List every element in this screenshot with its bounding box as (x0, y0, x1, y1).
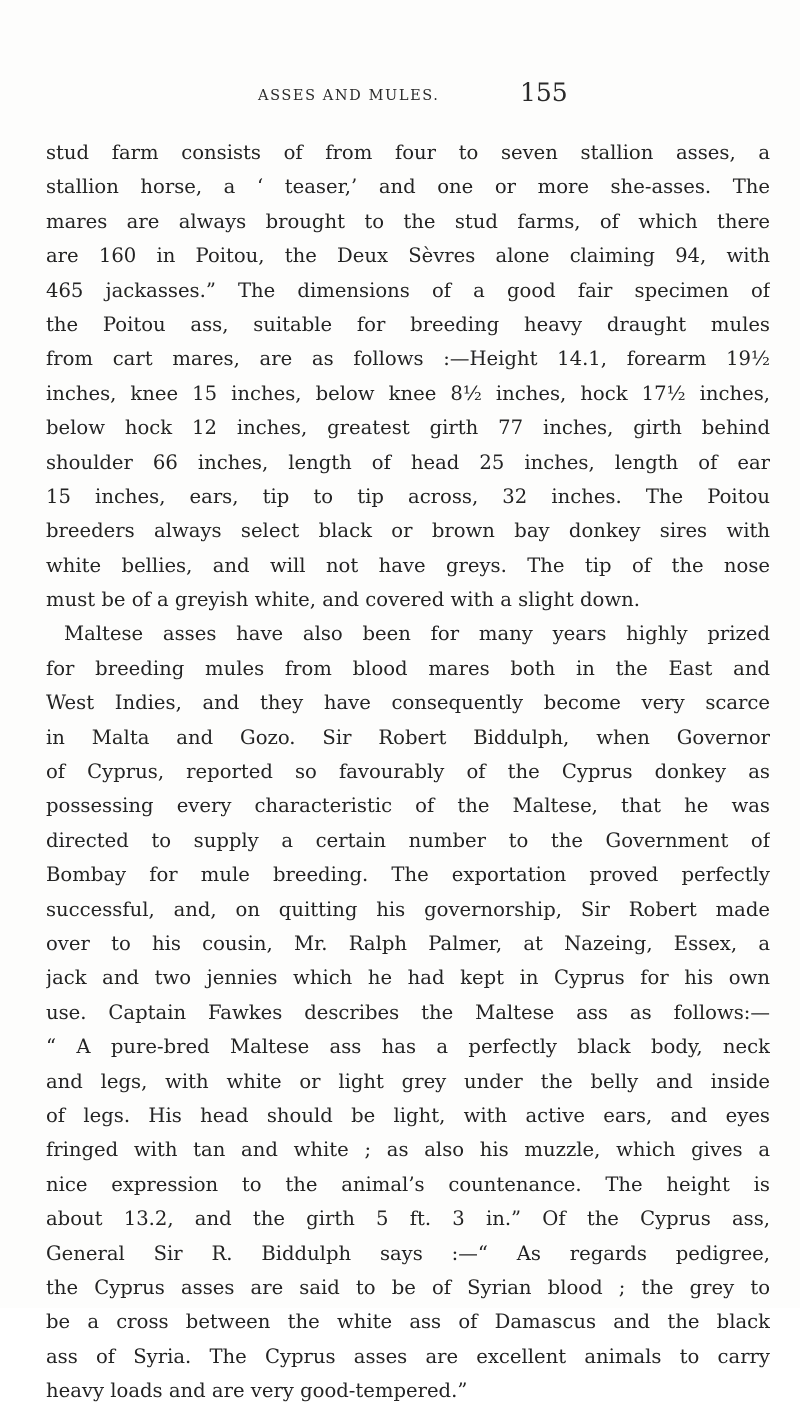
text-line: for breeding mules from blood mares both in the East and (46, 656, 770, 680)
text-line: General Sir R. Biddulph says :—“ As regards pedigree, (46, 1241, 770, 1265)
text-line: the Cyprus asses are said to be of Syrian blood ; the grey to (46, 1275, 770, 1299)
text-line: ass of Syria. The Cyprus asses are excellent animals to carry (46, 1344, 770, 1368)
text-line: stud farm consists of from four to seven stallion asses, a (46, 141, 770, 164)
text-line: Bombay for mule breeding. The exportation proved perfectly (46, 863, 770, 887)
body-text (46, 136, 770, 1408)
text-line: heavy loads and are very good-tempered.” (46, 1379, 468, 1403)
text-line: fringed with tan and white ; as also his muzzle, which gives a (46, 1138, 770, 1162)
running-title: ASSES AND MULES. (258, 88, 440, 104)
text-line: 465 jackasses.” The dimensions of a good fair specimen of (46, 278, 770, 302)
text-line: West Indies, and they have consequently become very scarce (46, 691, 770, 715)
page-number: 155 (520, 78, 568, 107)
text-line: of Cyprus, reported so favourably of the Cyprus donkey as (46, 760, 770, 784)
text-line: be a cross between the white ass of Damascus and the black (46, 1310, 770, 1334)
text-line: in Malta and Gozo. Sir Robert Biddulph, when Governor (46, 725, 770, 749)
text-line: “ A pure-bred Maltese ass has a perfectly black body, neck (46, 1035, 770, 1059)
text-line: are 160 in Poitou, the Deux Sèvres alone claiming 94, with (46, 244, 770, 268)
paragraph-start-line: Maltese asses have also been for many years highly prized (64, 622, 770, 646)
text-line: of legs. His head should be light, with active ears, and eyes (46, 1103, 770, 1127)
running-header (0, 78, 800, 108)
text-line: over to his cousin, Mr. Ralph Palmer, at Nazeing, Essex, a (46, 931, 770, 955)
text-line: mares are always brought to the stud farms, of which there (46, 209, 770, 233)
text-line: white bellies, and will not have greys. The tip of the nose (46, 553, 770, 577)
text-line: the Poitou ass, suitable for breeding heavy draught mules (46, 312, 770, 336)
text-line: below hock 12 inches, greatest girth 77 inches, girth behind (46, 416, 770, 440)
text-line: use. Captain Fawkes describes the Maltese ass as follows:— (46, 1000, 770, 1024)
text-line: 15 inches, ears, tip to tip across, 32 inches. The Poitou (46, 484, 770, 508)
text-line: breeders always select black or brown bay donkey sires with (46, 519, 770, 543)
text-line: jack and two jennies which he had kept in Cyprus for his own (46, 966, 770, 990)
text-line: about 13.2, and the girth 5 ft. 3 in.” Of the Cyprus ass, (46, 1207, 770, 1231)
text-line: shoulder 66 inches, length of head 25 inches, length of ear (46, 450, 770, 474)
text-line: directed to supply a certain number to the Government of (46, 828, 770, 852)
text-line: possessing every characteristic of the Maltese, that he was (46, 794, 770, 818)
text-line: must be of a greyish white, and covered with a slight down. (46, 588, 640, 612)
text-line: nice expression to the animal’s countenance. The height is (46, 1172, 770, 1196)
text-line: and legs, with white or light grey under the belly and inside (46, 1069, 770, 1093)
text-line: inches, knee 15 inches, below knee 8½ inches, hock 17½ inches, (46, 381, 770, 405)
text-line: successful, and, on quitting his governorship, Sir Robert made (46, 897, 770, 921)
text-line: from cart mares, are as follows :—Height 14.1, forearm 19½ (46, 347, 770, 371)
text-line: stallion horse, a ‘ teaser,’ and one or more she-asses. The (46, 175, 770, 199)
